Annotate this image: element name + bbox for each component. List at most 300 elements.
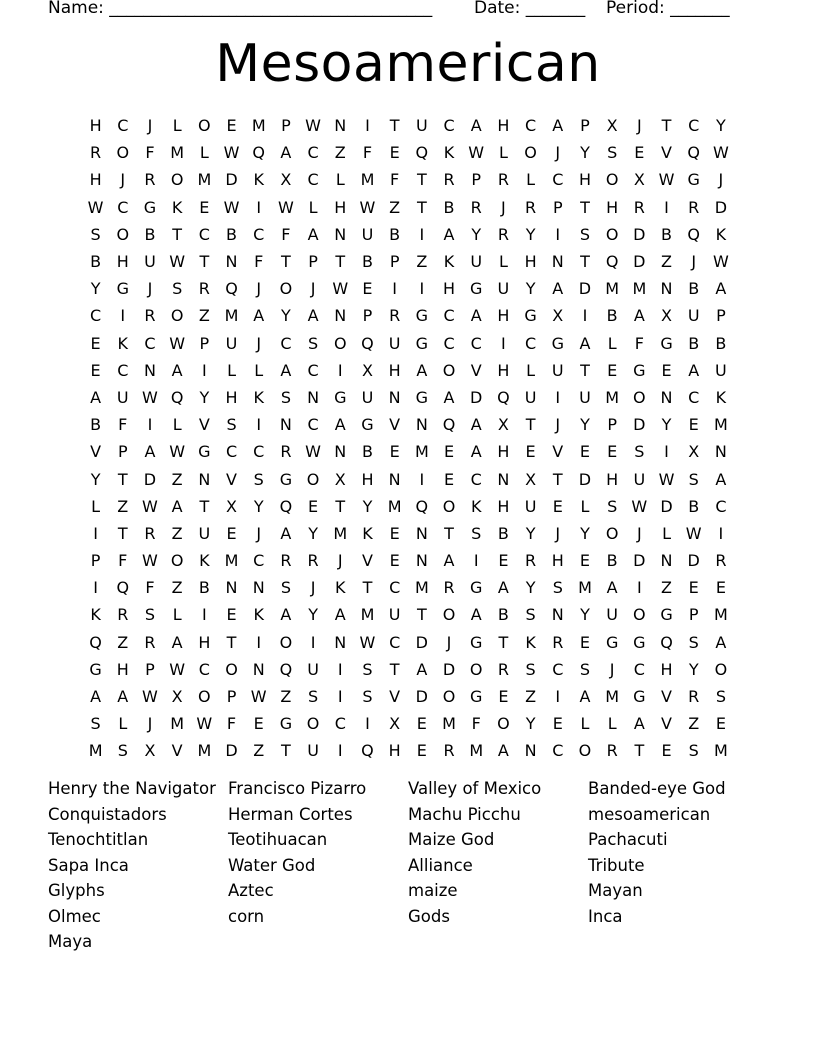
grid-cell[interactable]: B	[688, 496, 700, 516]
grid-cell[interactable]: Z	[198, 306, 210, 326]
grid-cell[interactable]: I	[256, 632, 262, 652]
grid-cell[interactable]: E	[443, 469, 455, 489]
grid-cell[interactable]: P	[308, 252, 318, 272]
grid-cell[interactable]: Z	[525, 687, 537, 707]
grid-cell[interactable]: S	[688, 469, 699, 489]
grid-cell[interactable]: I	[147, 415, 153, 435]
grid-cell[interactable]: Y	[525, 714, 536, 734]
grid-cell[interactable]: F	[362, 143, 373, 163]
grid-cell[interactable]: V	[470, 360, 482, 380]
grid-cell[interactable]: X	[552, 306, 564, 326]
grid-cell[interactable]: V	[661, 143, 672, 163]
grid-cell[interactable]: C	[443, 116, 455, 136]
grid-cell[interactable]: O	[306, 469, 320, 489]
grid-cell[interactable]: I	[337, 659, 343, 679]
grid-cell[interactable]: M	[469, 741, 484, 761]
grid-cell[interactable]: S	[688, 632, 699, 652]
grid-cell[interactable]: R	[606, 741, 618, 761]
grid-cell[interactable]: C	[633, 659, 645, 679]
grid-cell[interactable]: I	[93, 578, 98, 598]
grid-cell[interactable]: Y	[580, 415, 590, 435]
grid-cell[interactable]: D	[225, 170, 238, 190]
grid-cell[interactable]: E	[579, 632, 591, 652]
grid-cell[interactable]: C	[144, 333, 156, 353]
grid-cell[interactable]: W	[712, 143, 729, 163]
grid-cell[interactable]: R	[443, 170, 455, 190]
grid-cell[interactable]: T	[117, 523, 128, 543]
grid-cell[interactable]: R	[443, 578, 455, 598]
grid-cell[interactable]: S	[280, 387, 291, 407]
grid-cell[interactable]: U	[687, 306, 700, 326]
grid-cell[interactable]: T	[335, 496, 346, 516]
grid-cell[interactable]: A	[715, 632, 727, 652]
grid-cell[interactable]: T	[199, 496, 210, 516]
grid-cell[interactable]: C	[225, 442, 238, 462]
grid-cell[interactable]: S	[579, 224, 591, 244]
grid-cell[interactable]: K	[715, 224, 727, 244]
grid-cell[interactable]: V	[661, 714, 672, 734]
grid-cell[interactable]: O	[633, 387, 646, 407]
grid-cell[interactable]: P	[552, 197, 563, 217]
grid-cell[interactable]: E	[498, 551, 509, 571]
grid-cell[interactable]: X	[661, 306, 673, 326]
grid-cell[interactable]: A	[579, 333, 591, 353]
grid-cell[interactable]: E	[579, 551, 591, 571]
grid-cell[interactable]: W	[169, 252, 186, 272]
grid-cell[interactable]: S	[607, 143, 618, 163]
grid-cell[interactable]: L	[172, 116, 182, 136]
grid-cell[interactable]: Q	[361, 741, 374, 761]
grid-cell[interactable]: G	[470, 279, 483, 299]
grid-cell[interactable]: R	[470, 197, 482, 217]
grid-cell[interactable]: Z	[253, 741, 265, 761]
grid-cell[interactable]: U	[307, 659, 319, 679]
grid-cell[interactable]: E	[90, 333, 101, 353]
grid-cell[interactable]: W	[87, 197, 104, 217]
grid-cell[interactable]: W	[631, 496, 648, 516]
grid-cell[interactable]: W	[359, 197, 376, 217]
grid-cell[interactable]: A	[443, 224, 455, 244]
grid-cell[interactable]: I	[419, 224, 425, 244]
grid-cell[interactable]: T	[281, 741, 291, 761]
grid-cell[interactable]: I	[201, 360, 207, 380]
grid-cell[interactable]: B	[606, 551, 618, 571]
grid-cell[interactable]: R	[117, 605, 129, 625]
grid-cell[interactable]: Q	[279, 496, 293, 516]
grid-cell[interactable]: M	[414, 578, 429, 598]
grid-cell[interactable]: I	[419, 469, 425, 489]
grid-cell[interactable]: Q	[687, 224, 701, 244]
grid-cell[interactable]: U	[606, 605, 619, 625]
grid-cell[interactable]: O	[306, 714, 320, 734]
grid-cell[interactable]: C	[470, 333, 482, 353]
grid-cell[interactable]: J	[256, 333, 262, 353]
grid-cell[interactable]: N	[334, 632, 347, 652]
grid-cell[interactable]: U	[361, 387, 374, 407]
grid-cell[interactable]: Q	[170, 387, 184, 407]
grid-cell[interactable]: C	[90, 306, 102, 326]
grid-cell[interactable]: R	[280, 442, 292, 462]
grid-cell[interactable]: R	[715, 551, 727, 571]
grid-cell[interactable]: C	[253, 551, 265, 571]
grid-cell[interactable]: K	[443, 252, 455, 272]
grid-cell[interactable]: M	[414, 442, 429, 462]
grid-cell[interactable]: D	[633, 252, 646, 272]
grid-cell[interactable]: Q	[687, 143, 701, 163]
grid-cell[interactable]: S	[144, 605, 156, 625]
grid-cell[interactable]: I	[473, 551, 479, 571]
grid-cell[interactable]: G	[470, 578, 483, 598]
grid-cell[interactable]: A	[579, 687, 591, 707]
grid-cell[interactable]: P	[90, 551, 101, 571]
grid-cell[interactable]: L	[172, 415, 182, 435]
grid-cell[interactable]: Y	[253, 496, 264, 516]
grid-cell[interactable]: B	[661, 224, 673, 244]
grid-cell[interactable]: J	[718, 170, 724, 190]
grid-cell[interactable]: C	[117, 116, 129, 136]
grid-cell[interactable]: R	[633, 197, 645, 217]
grid-cell[interactable]: T	[281, 252, 291, 272]
grid-cell[interactable]: D	[633, 415, 646, 435]
grid-cell[interactable]: O	[605, 224, 619, 244]
grid-cell[interactable]: I	[93, 523, 98, 543]
grid-cell[interactable]: G	[470, 687, 483, 707]
grid-cell[interactable]: L	[227, 360, 236, 380]
grid-cell[interactable]: N	[143, 360, 156, 380]
grid-cell[interactable]: S	[525, 605, 536, 625]
grid-cell[interactable]: L	[199, 143, 209, 163]
grid-cell[interactable]: R	[443, 741, 455, 761]
grid-cell[interactable]: P	[199, 333, 210, 353]
grid-cell[interactable]: F	[281, 224, 291, 244]
grid-cell[interactable]: U	[116, 387, 129, 407]
grid-cell[interactable]: Q	[415, 143, 429, 163]
grid-cell[interactable]: G	[605, 632, 619, 652]
grid-cell[interactable]: Q	[361, 333, 374, 353]
grid-cell[interactable]: O	[605, 170, 619, 190]
grid-cell[interactable]: C	[552, 659, 564, 679]
grid-cell[interactable]: L	[580, 496, 590, 516]
grid-cell[interactable]: G	[143, 197, 157, 217]
grid-cell[interactable]: Q	[116, 578, 130, 598]
grid-cell[interactable]: Y	[90, 279, 101, 299]
grid-cell[interactable]: G	[633, 632, 646, 652]
grid-cell[interactable]: O	[170, 551, 184, 571]
grid-cell[interactable]: Y	[281, 306, 291, 326]
grid-cell[interactable]: I	[337, 741, 343, 761]
grid-cell[interactable]: A	[416, 659, 428, 679]
grid-cell[interactable]: W	[685, 523, 702, 543]
grid-cell[interactable]: O	[279, 279, 293, 299]
grid-cell[interactable]: E	[226, 523, 237, 543]
grid-cell[interactable]: M	[714, 605, 728, 625]
grid-cell[interactable]: R	[144, 523, 156, 543]
grid-cell[interactable]: J	[310, 279, 316, 299]
grid-cell[interactable]: A	[307, 224, 319, 244]
grid-cell[interactable]: V	[661, 687, 672, 707]
grid-cell[interactable]: S	[579, 659, 591, 679]
grid-cell[interactable]: F	[226, 714, 237, 734]
grid-cell[interactable]: C	[552, 170, 564, 190]
grid-cell[interactable]: A	[307, 306, 319, 326]
grid-cell[interactable]: D	[633, 551, 646, 571]
grid-cell[interactable]: E	[199, 197, 210, 217]
grid-cell[interactable]: E	[525, 442, 536, 462]
grid-cell[interactable]: W	[305, 442, 321, 462]
grid-cell[interactable]: D	[470, 387, 483, 407]
grid-cell[interactable]: Y	[580, 143, 590, 163]
grid-cell[interactable]: C	[525, 116, 537, 136]
grid-cell[interactable]: S	[607, 496, 618, 516]
grid-cell[interactable]: W	[468, 143, 485, 163]
grid-cell[interactable]: S	[715, 687, 726, 707]
grid-cell[interactable]: C	[525, 333, 537, 353]
grid-cell[interactable]: S	[471, 523, 482, 543]
grid-cell[interactable]: O	[279, 632, 293, 652]
grid-cell[interactable]: N	[307, 387, 320, 407]
grid-cell[interactable]: K	[335, 578, 346, 598]
grid-cell[interactable]: M	[360, 605, 375, 625]
grid-cell[interactable]: G	[633, 360, 646, 380]
grid-cell[interactable]: X	[606, 116, 618, 136]
grid-cell[interactable]: Z	[688, 714, 700, 734]
grid-cell[interactable]: U	[551, 360, 564, 380]
grid-cell[interactable]: G	[660, 605, 673, 625]
grid-cell[interactable]: W	[712, 252, 729, 272]
grid-cell[interactable]: I	[120, 306, 126, 326]
grid-cell[interactable]: A	[280, 523, 292, 543]
grid-cell[interactable]: T	[525, 415, 536, 435]
grid-cell[interactable]: E	[389, 442, 400, 462]
grid-cell[interactable]: B	[198, 578, 210, 598]
grid-cell[interactable]: C	[280, 333, 292, 353]
grid-cell[interactable]: C	[389, 632, 401, 652]
grid-cell[interactable]: H	[578, 170, 591, 190]
grid-cell[interactable]: L	[118, 714, 128, 734]
grid-cell[interactable]: W	[223, 143, 240, 163]
date-field-label[interactable]: Date: _______	[474, 0, 586, 18]
grid-cell[interactable]: T	[580, 360, 590, 380]
grid-cell[interactable]: R	[198, 279, 210, 299]
grid-cell[interactable]: N	[415, 551, 428, 571]
grid-cell[interactable]: K	[470, 496, 482, 516]
grid-cell[interactable]: O	[442, 360, 456, 380]
grid-cell[interactable]: S	[172, 279, 183, 299]
grid-cell[interactable]: G	[415, 306, 429, 326]
grid-cell[interactable]: M	[197, 170, 212, 190]
grid-cell[interactable]: U	[715, 360, 727, 380]
grid-cell[interactable]: Q	[660, 632, 673, 652]
grid-cell[interactable]: I	[501, 333, 506, 353]
grid-cell[interactable]: N	[551, 605, 564, 625]
grid-cell[interactable]: A	[171, 360, 183, 380]
grid-cell[interactable]: E	[715, 578, 726, 598]
grid-cell[interactable]: I	[201, 605, 207, 625]
grid-cell[interactable]: D	[687, 551, 700, 571]
grid-cell[interactable]: G	[551, 333, 564, 353]
grid-cell[interactable]: Z	[171, 523, 183, 543]
grid-cell[interactable]: A	[552, 116, 564, 136]
grid-cell[interactable]: L	[607, 333, 617, 353]
grid-cell[interactable]: R	[144, 632, 156, 652]
grid-cell[interactable]: T	[580, 252, 590, 272]
grid-cell[interactable]: N	[660, 387, 673, 407]
grid-cell[interactable]: V	[552, 442, 564, 462]
grid-cell[interactable]: G	[334, 387, 347, 407]
grid-cell[interactable]: Z	[389, 197, 401, 217]
grid-cell[interactable]: N	[388, 469, 401, 489]
grid-cell[interactable]: R	[144, 170, 156, 190]
grid-cell[interactable]: G	[116, 279, 129, 299]
grid-cell[interactable]: L	[580, 714, 590, 734]
grid-cell[interactable]: I	[337, 360, 343, 380]
grid-cell[interactable]: O	[198, 116, 211, 136]
grid-cell[interactable]: L	[308, 197, 318, 217]
grid-cell[interactable]: E	[607, 360, 618, 380]
grid-cell[interactable]: S	[253, 469, 264, 489]
grid-cell[interactable]: X	[226, 496, 238, 516]
grid-cell[interactable]: G	[415, 387, 429, 407]
grid-cell[interactable]: M	[605, 387, 620, 407]
grid-cell[interactable]: V	[226, 469, 237, 489]
grid-cell[interactable]: E	[416, 741, 427, 761]
grid-cell[interactable]: E	[308, 496, 319, 516]
grid-cell[interactable]: I	[365, 714, 370, 734]
grid-cell[interactable]: G	[470, 632, 483, 652]
grid-cell[interactable]: K	[171, 197, 183, 217]
grid-cell[interactable]: F	[145, 143, 155, 163]
grid-cell[interactable]: S	[362, 659, 373, 679]
grid-cell[interactable]: J	[555, 523, 561, 543]
grid-cell[interactable]: J	[609, 659, 615, 679]
grid-cell[interactable]: A	[334, 605, 346, 625]
grid-cell[interactable]: O	[170, 306, 184, 326]
grid-cell[interactable]: D	[578, 279, 592, 299]
grid-cell[interactable]: C	[117, 197, 129, 217]
grid-cell[interactable]: M	[605, 687, 620, 707]
grid-cell[interactable]: X	[144, 741, 156, 761]
grid-cell[interactable]: W	[142, 387, 158, 407]
grid-cell[interactable]: F	[471, 714, 481, 734]
grid-cell[interactable]: W	[223, 197, 240, 217]
grid-cell[interactable]: N	[714, 442, 727, 462]
grid-cell[interactable]: O	[578, 741, 592, 761]
grid-cell[interactable]: A	[171, 496, 183, 516]
grid-cell[interactable]: L	[526, 360, 536, 380]
grid-cell[interactable]: J	[691, 252, 697, 272]
grid-cell[interactable]: H	[198, 632, 211, 652]
grid-cell[interactable]: A	[90, 387, 102, 407]
grid-cell[interactable]: S	[280, 578, 291, 598]
grid-cell[interactable]: E	[90, 360, 101, 380]
grid-cell[interactable]: D	[143, 469, 157, 489]
grid-cell[interactable]: T	[416, 605, 427, 625]
grid-cell[interactable]: P	[226, 687, 237, 707]
grid-cell[interactable]: H	[116, 252, 129, 272]
grid-cell[interactable]: Y	[688, 659, 699, 679]
grid-cell[interactable]: C	[253, 224, 265, 244]
grid-cell[interactable]: O	[442, 687, 456, 707]
grid-cell[interactable]: R	[144, 306, 156, 326]
grid-cell[interactable]: E	[715, 714, 726, 734]
grid-cell[interactable]: P	[688, 605, 699, 625]
grid-cell[interactable]: U	[497, 279, 510, 299]
grid-cell[interactable]: W	[359, 632, 376, 652]
grid-cell[interactable]: T	[199, 252, 210, 272]
grid-cell[interactable]: B	[497, 605, 509, 625]
grid-cell[interactable]: H	[89, 116, 102, 136]
grid-cell[interactable]: Q	[442, 415, 456, 435]
grid-cell[interactable]: A	[470, 306, 482, 326]
grid-cell[interactable]: A	[633, 306, 645, 326]
grid-cell[interactable]: A	[470, 116, 482, 136]
grid-cell[interactable]: I	[419, 279, 425, 299]
grid-cell[interactable]: Q	[279, 659, 293, 679]
grid-cell[interactable]: C	[198, 224, 210, 244]
grid-cell[interactable]: L	[498, 252, 508, 272]
grid-cell[interactable]: B	[443, 197, 455, 217]
grid-cell[interactable]: Z	[661, 578, 673, 598]
grid-cell[interactable]: E	[389, 523, 400, 543]
grid-cell[interactable]: Z	[171, 578, 183, 598]
grid-cell[interactable]: Q	[415, 496, 429, 516]
grid-cell[interactable]: H	[497, 496, 510, 516]
grid-cell[interactable]: T	[444, 523, 454, 543]
grid-cell[interactable]: O	[198, 687, 211, 707]
grid-cell[interactable]: M	[170, 714, 185, 734]
grid-cell[interactable]: K	[715, 387, 727, 407]
grid-cell[interactable]: C	[552, 741, 564, 761]
grid-cell[interactable]: D	[415, 632, 428, 652]
grid-cell[interactable]: Y	[471, 224, 482, 244]
grid-cell[interactable]: E	[362, 279, 373, 299]
grid-cell[interactable]: Y	[716, 116, 726, 136]
grid-cell[interactable]: N	[660, 551, 673, 571]
grid-cell[interactable]: M	[88, 741, 103, 761]
grid-cell[interactable]: I	[718, 523, 724, 543]
grid-cell[interactable]: A	[606, 578, 618, 598]
grid-cell[interactable]: Y	[580, 523, 590, 543]
grid-cell[interactable]: W	[305, 116, 321, 136]
grid-cell[interactable]: A	[715, 279, 727, 299]
grid-cell[interactable]: A	[443, 551, 455, 571]
grid-cell[interactable]: R	[497, 170, 509, 190]
grid-cell[interactable]: H	[606, 197, 619, 217]
grid-cell[interactable]: S	[688, 741, 699, 761]
grid-cell[interactable]: D	[633, 224, 646, 244]
grid-cell[interactable]: N	[524, 741, 537, 761]
grid-cell[interactable]: I	[555, 687, 561, 707]
grid-cell[interactable]: J	[147, 279, 153, 299]
grid-cell[interactable]: A	[416, 360, 428, 380]
grid-cell[interactable]: Y	[308, 605, 318, 625]
grid-cell[interactable]: L	[498, 143, 508, 163]
grid-cell[interactable]: W	[332, 279, 349, 299]
grid-cell[interactable]: A	[144, 442, 156, 462]
grid-cell[interactable]: M	[387, 496, 402, 516]
grid-cell[interactable]: C	[715, 496, 727, 516]
grid-cell[interactable]: A	[497, 741, 509, 761]
grid-cell[interactable]: X	[334, 469, 346, 489]
grid-cell[interactable]: T	[634, 741, 645, 761]
grid-cell[interactable]: U	[225, 333, 238, 353]
grid-cell[interactable]: B	[688, 279, 700, 299]
grid-cell[interactable]: V	[171, 741, 183, 761]
grid-cell[interactable]: Y	[199, 387, 210, 407]
grid-cell[interactable]: P	[471, 170, 482, 190]
grid-cell[interactable]: A	[90, 687, 102, 707]
grid-cell[interactable]: M	[714, 415, 728, 435]
